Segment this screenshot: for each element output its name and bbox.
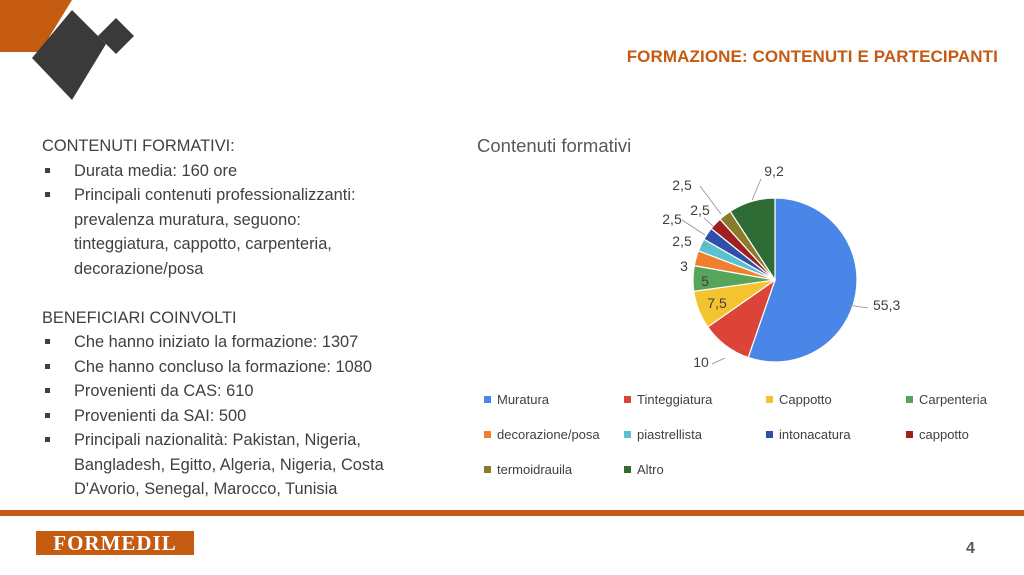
bullet-item [42,330,442,355]
chart-title: Contenuti formativi [477,135,632,156]
pie-data-label: 5 [701,273,709,289]
legend-item [624,392,712,407]
pie-data-label: 9,2 [764,163,784,179]
bullet-text-line: Che hanno iniziato la formazione: 1307 [74,333,359,351]
legend-swatch [624,466,631,473]
bullet-marker [45,437,50,442]
legend-swatch [906,431,913,438]
footer-bar [0,510,1024,516]
bullet-marker [45,364,50,369]
legend-item [484,392,549,407]
legend-swatch [484,466,491,473]
legend-item [766,392,832,407]
legend-label: piastrellista [637,427,703,442]
bullet-item [42,355,442,380]
bullet-item [42,379,442,404]
bullet-text-line: decorazione/posa [74,259,204,278]
pie-chart [620,150,920,380]
beneficiari-list [42,330,442,502]
pie-data-label: 55,3 [873,297,901,313]
legend-label: termoidrauila [497,462,573,477]
pie-data-label: 2,5 [662,211,682,227]
page-number: 4 [966,540,975,557]
bullet-item [42,183,442,281]
legend-label: Muratura [497,392,550,407]
pie-data-label: 10 [693,354,709,370]
legend-item [906,427,969,442]
bullet-text-line: Principali nazionalità: Pakistan, Nigeria, [74,431,361,449]
bullet-item [42,404,442,429]
pie-leader-line [704,218,714,227]
slide-title: FORMAZIONE: CONTENUTI E PARTECIPANTI [626,47,998,66]
legend-swatch [484,396,491,403]
legend-item [484,462,572,477]
bullet-item [42,428,442,502]
bullet-text-line: Provenienti da SAI: 500 [74,406,247,425]
legend-label: Carpenteria [919,392,987,407]
pie-leader-line [712,358,725,364]
legend-item [624,462,664,477]
bullet-text-line: prevalenza muratura, seguono: [74,210,301,229]
chart-legend [484,392,1014,482]
legend-swatch [624,431,631,438]
bullet-marker [45,192,50,197]
contenuti-list [42,159,442,282]
bullet-marker [45,413,50,418]
bullet-text-line: D'Avorio, Senegal, Marocco, Tunisia [74,480,338,498]
legend-item [906,392,987,407]
bullet-marker [45,388,50,393]
decorative-corner-shapes [0,0,140,110]
legend-swatch [484,431,491,438]
formedil-logo: FORMEDIL [36,531,194,555]
beneficiari-heading: BENEFICIARI COINVOLTI [42,308,237,327]
bullet-marker [45,339,50,344]
bullet-marker [45,168,50,173]
bullet-text-line: Provenienti da CAS: 610 [74,382,254,400]
pie-data-label: 3 [680,258,688,274]
pie-data-label: 7,5 [707,295,727,311]
legend-swatch [906,396,913,403]
legend-label: Cappotto [779,392,832,407]
pie-data-label: 2,5 [690,202,710,218]
bullet-text-line: Bangladesh, Egitto, Algeria, Nigeria, Costa [74,455,384,474]
bullet-item [42,159,442,184]
dark-diamond-small [98,18,134,54]
legend-item [484,427,600,442]
bullet-text-line: Che hanno concluso la formazione: 1080 [74,357,372,376]
bullet-text-line: Principali contenuti professionalizzanti: [74,186,356,204]
contenuti-heading: CONTENUTI FORMATIVI: [42,137,235,155]
bullet-text-line: Durata media: 160 ore [74,161,238,180]
pie-leader-line [752,179,761,200]
legend-label: intonacatura [779,427,851,442]
pie-data-label: 2,5 [672,177,692,193]
legend-swatch [766,396,773,403]
legend-label: decorazione/posa [497,427,600,442]
legend-item [766,427,851,442]
legend-label: Tinteggiatura [637,392,713,407]
legend-swatch [624,396,631,403]
legend-label: Altro [637,462,664,477]
content-column [42,134,442,502]
legend-item [624,427,702,442]
bullet-text-line: tinteggiatura, cappotto, carpenteria, [74,235,332,253]
legend-swatch [766,431,773,438]
legend-label: cappotto [919,427,969,442]
pie-data-label: 2,5 [672,233,692,249]
